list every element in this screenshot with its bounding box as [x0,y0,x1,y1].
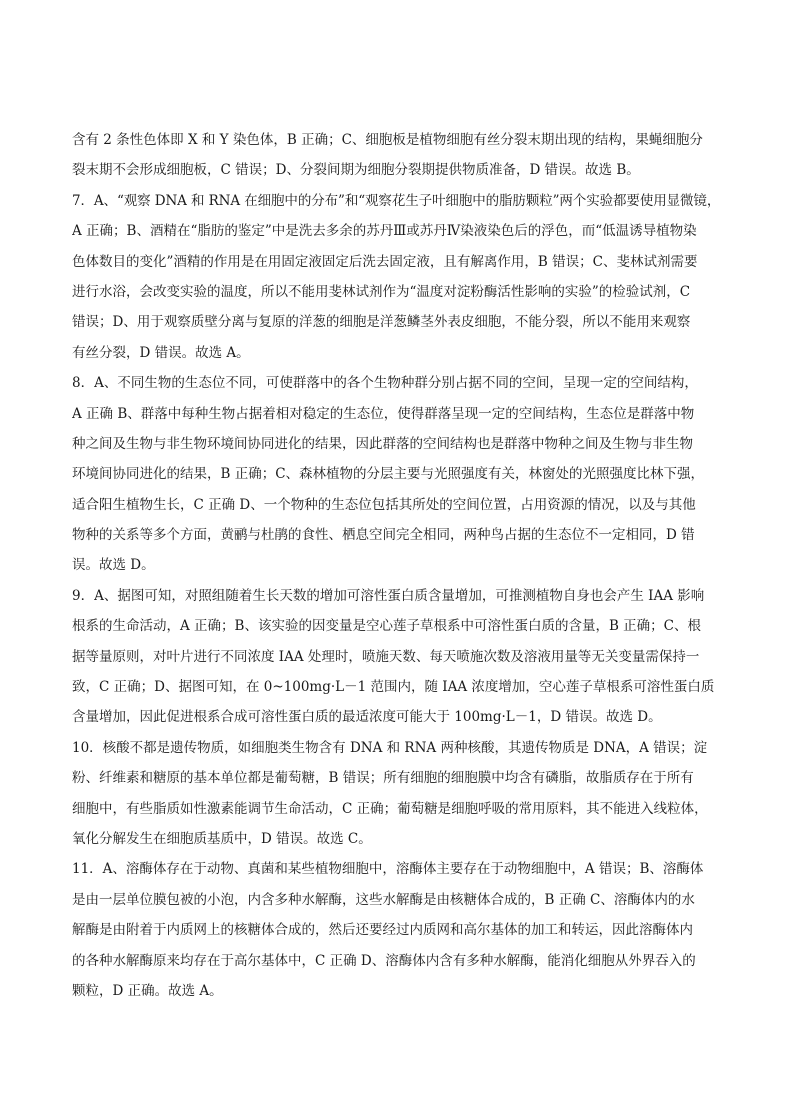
text-line: 错误；D、用于观察质壁分离与复原的洋葱的细胞是洋葱鳞茎外表皮细胞，不能分裂，所以不能用来观察 [72,314,691,331]
paragraph-q7 [72,186,720,368]
text-line: 含量增加，因此促进根系合成可溶性蛋白质的最适浓度可能大于 100mg·L－1，D 错误。故选 D。 [72,709,662,726]
text-line: 氧化分解发生在细胞质基质中，D 错误。故选 C。 [72,830,372,847]
text-line: 颗粒，D 正确。故选 A。 [72,982,223,999]
text-line: 解酶是由附着于内质网上的核糖体合成的，然后还要经过内质网和高尔基体的加工和转运，因此溶酶体内 [72,922,693,939]
text-line: 有丝分裂，D 错误。故选 A。 [72,344,250,361]
text-line: 裂末期不会形成细胞板，C 错误；D、分裂间期为细胞分裂期提供物质准备，D 错误。故选 B。 [72,162,640,179]
paragraph-q6-continued [72,125,720,186]
text-line: A 正确 B、群落中每种生物占据着相对稳定的生态位，使得群落呈现一定的空间结构，生态位是群落中物 [72,405,695,422]
text-line: 物种的关系等多个方面，黄鹂与杜鹃的食性、栖息空间完全相同，两种鸟占据的生态位不一定相同，D 错 [72,527,695,544]
text-line: 细胞中，有些脂质如性激素能调节生命活动，C 正确；葡萄糖是细胞呼吸的常用原料，其不能进入线粒体， [72,800,708,817]
paragraph-q9 [72,581,720,733]
text-line: 种之间及生物与非生物环境间协同进化的结果，因此群落的空间结构也是群落中物种之间及生物与非生物 [72,435,693,452]
text-line: 色体数目的变化”酒精的作用是在用固定液固定后洗去固定液，且有解离作用，B 错误；C、斐林试剂需要 [72,253,698,270]
text-line: 据等量原则，对叶片进行不同浓度 IAA 处理时，喷施天数、每天喷施次数及溶液用量等无关变量需保持一 [72,648,700,665]
text-line: 7．A、“观察 DNA 和 RNA 在细胞中的分布”和“观察花生子叶细胞中的脂肪颗粒”两个实验都要使用显微镜， [72,192,720,209]
text-line: 进行水浴，会改变实验的温度，所以不能用斐林试剂作为“温度对淀粉酶活性影响的实验”的检验试剂，C [72,283,691,300]
text-line: 是由一层单位膜包被的小泡，内含多种水解酶，这些水解酶是由核糖体合成的，B 正确 C、溶酶体内的水 [72,891,695,908]
paragraph-q10 [72,733,720,855]
text-line: A 正确；B、酒精在“脂肪的鉴定”中是洗去多余的苏丹Ⅲ或苏丹Ⅳ染液染色后的浮色，而“低温诱导植物染 [72,223,697,240]
paragraph-q8 [72,368,720,581]
text-line: 的各种水解酶原来均存在于高尔基体中，C 正确 D、溶酶体内含有多种水解酶，能消化细胞从外界吞入的 [72,952,696,969]
text-line: 适合阳生植物生长，C 正确 D、一个物种的生态位包括其所处的空间位置，占用资源的情况，以及与其他 [72,496,696,513]
text-line: 11．A、溶酶体存在于动物、真菌和某些植物细胞中，溶酶体主要存在于动物细胞中，A 错误；B、溶酶体 [72,861,704,878]
text-line: 根系的生命活动，A 正确；B、该实验的因变量是空心莲子草根系中可溶性蛋白质的含量，B 正确；C、根 [72,618,702,635]
text-line: 9．A、据图可知，对照组随着生长天数的增加可溶性蛋白质含量增加，可推测植物自身也会产生 IAA 影响 [72,587,705,604]
text-line: 误。故选 D。 [72,557,155,574]
text-line: 环境间协同进化的结果，B 正确；C、森林植物的分层主要与光照强度有关，林窗处的光照强度比林下强， [72,466,705,483]
text-line: 含有 2 条性色体即 X 和 Y 染色体，B 正确；C、细胞板是植物细胞有丝分裂末期出现的结构，果蝇细胞分 [72,132,703,148]
text-line: 8．A、不同生物的生态位不同，可使群落中的各个生物种群分别占据不同的空间，呈现一定的空间结构， [72,375,698,392]
text-line: 粉、纤维素和糖原的基本单位都是葡萄糖，B 错误；所有细胞的细胞膜中均含有磷脂，故脂质存在于所有 [72,770,694,787]
text-line: 致，C 正确；D、据图可知，在 0~100mg·L－1 范围内，随 IAA 浓度增加，空心莲子草根系可溶性蛋白质 [72,679,715,696]
answer-explanations [72,125,720,1006]
paragraph-q11 [72,854,720,1006]
text-line: 10．核酸不都是遗传物质，如细胞类生物含有 DNA 和 RNA 两种核酸，其遗传物质是 DNA，A 错误；淀 [72,739,708,756]
